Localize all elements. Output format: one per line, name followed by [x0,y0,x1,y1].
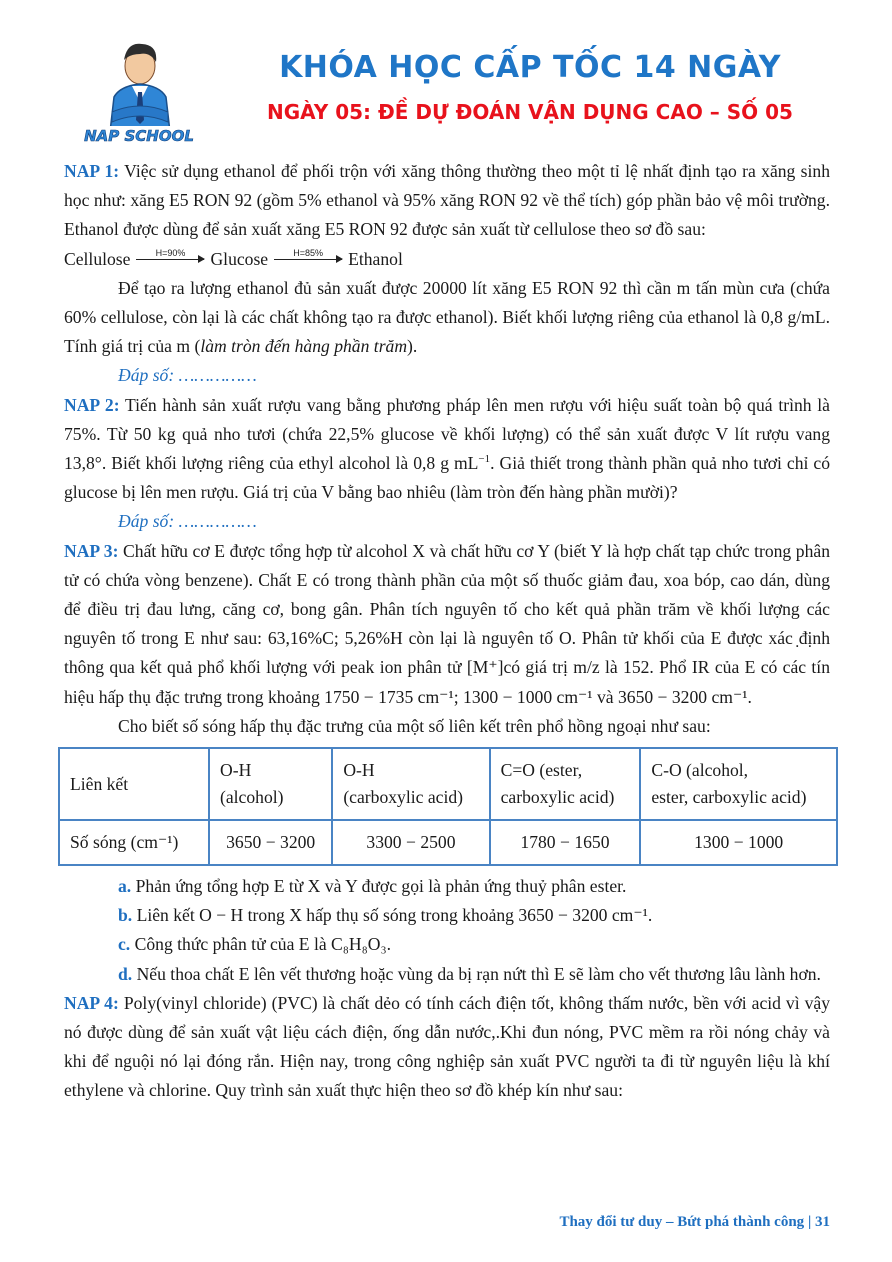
q4-paragraph: NAP 4: Poly(vinyl chloride) (PVC) là chất dẻo có tính cách điện tốt, không thấm nước, bền với acid vì vậy nó được dùng để sản xuất vật liệu cách điện, ống dẫn nước,.Khi đun nóng, PVC mềm ra rồi nóng chảy và khi để nguội nó lại đóng rắn. Hiện nay, trong công nghiệp sản xuất PVC người ta đi từ nguyên liệu là khí ethylene và chlorine. Quy trình sản xuất thực hiện theo sơ đồ khép kín như sau: [64,992,830,1101]
q3-option-d: d. Nếu thoa chất E lên vết thương hoặc vùng da bị rạn nứt thì E sẽ làm cho vết thương lâu lành hơn. [118,963,821,984]
reaction-arrow: H=90% [136,248,204,271]
q2-answer: Đáp số: …………… [118,511,257,532]
q1-paragraph-2: Để tạo ra lượng ethanol đủ sản xuất được 20000 lít xăng E5 RON 92 thì cần m tấn mùn cưa (chứa 60% cellulose, còn lại là các chất không tạo ra được ethanol). Biết khối lượng riêng của ethanol là 0,8 g/mL. Tính giá trị của m (làm tròn đến hàng phần trăm). [64,277,830,357]
page-number: 31 [815,1214,830,1230]
reaction-arrow: H=85% [274,248,342,271]
q2-label: NAP 2: [64,394,120,415]
q1-label: NAP 1: [64,161,120,181]
q3-option-c: c. Công thức phân tử của E là C₈H₈O₃. [118,934,391,955]
q2-paragraph: NAP 2: Tiến hành sản xuất rượu vang bằng phương pháp lên men rượu với hiệu suất toàn bộ quá trình là 75%. Từ 50 kg quả nho tươi (chứa 22,5% glucose về khối lượng) có thể sản xuất được V lít rượu vang 13,8°. Biết khối lượng riêng của ethyl alcohol là 0,8 g $mL^{-1}$. Giả thiết trong thành phần quả nho tươi chỉ có glucose bị lên men rượu. Giá trị của V bằng bao nhiêu (làm tròn đến hàng phần mười)? [64,394,830,503]
table-row: Số sóng (cm⁻¹) 3650 − 3200 3300 − 2500 1780 − 1650 1300 − 1000 [59,820,837,865]
q1-scheme: Cellulose H=90% Glucose H=85% Ethanol [64,245,830,274]
course-title: KHÓA HỌC CẤP TỐC 14 NGÀY [279,50,781,85]
ir-bond-table [58,747,838,866]
lesson-title: NGÀY 05: ĐỀ DỰ ĐOÁN VẬN DỤNG CAO – SỐ 05 [267,100,793,124]
nap-school-logo [72,42,207,147]
page-header [0,0,892,150]
svg-text:NAP SCHOOL: NAP SCHOOL [84,127,194,145]
q3-paragraph: NAP 3: Chất hữu cơ E được tổng hợp từ alcohol X và chất hữu cơ Y (biết Y là hợp chất tạp chức trong phân tử có chứa vòng benzene). Chất E có trong thành phần của một số thuốc giảm đau, xoa bóp, cao dán, dùng để điều trị đau lưng, căng cơ, bong gân. Phân tích nguyên tố cho kết quả phần trăm về khối lượng các nguyên tố trong E như sau: 63,16%C; 5,26%H còn lại là nguyên tố O. Phân tử khối của E được xác ̣định thông qua kết quả phổ khối lượng với peak ion phân tử [M⁺]có giá trị m/z là 152. Phổ IR của E có các tín hiệu hấp thụ đặc trưng trong khoảng 1750 − 1735 cm⁻¹; 1300 − 1000 cm⁻¹ và 3650 − 3200 cm⁻¹. [64,540,831,707]
page-footer: Thay đổi tư duy – Bứt phá thành công | 31 [559,1214,830,1230]
q3-label: NAP 3: [64,540,119,561]
table-row: Liên kết O-H (alcohol) O-H (carboxylic acid) C=O (ester, carboxylic acid) C-O (alcohol, ester, carboxylic acid) [59,748,837,820]
q3-option-b: b. Liên kết O − H trong X hấp thụ số sóng trong khoảng 3650 − 3200 cm⁻¹. [118,905,653,926]
q3-option-a: a. Phản ứng tổng hợp E từ X và Y được gọi là phản ứng thuỷ phân ester. [118,876,627,897]
q4-label: NAP 4: [64,992,119,1013]
document-body [64,157,830,1106]
q3-paragraph-2: Cho biết số sóng hấp thụ đặc trưng của một số liên kết trên phổ hồng ngoại như sau: [118,715,711,736]
q1-answer: Đáp số: …………… [118,365,257,386]
q1-paragraph: NAP 1: Việc sử dụng ethanol để phối trộn với xăng thông thường theo một tỉ lệ nhất định tạo ra xăng sinh học như: xăng E5 RON 92 (gồm 5% ethanol và 95% xăng RON 92 về thể tích) góp phần bảo vệ môi trường. Ethanol được dùng để sản xuất xăng E5 RON 92 được sản xuất từ cellulose theo sơ đồ sau: [64,161,830,240]
